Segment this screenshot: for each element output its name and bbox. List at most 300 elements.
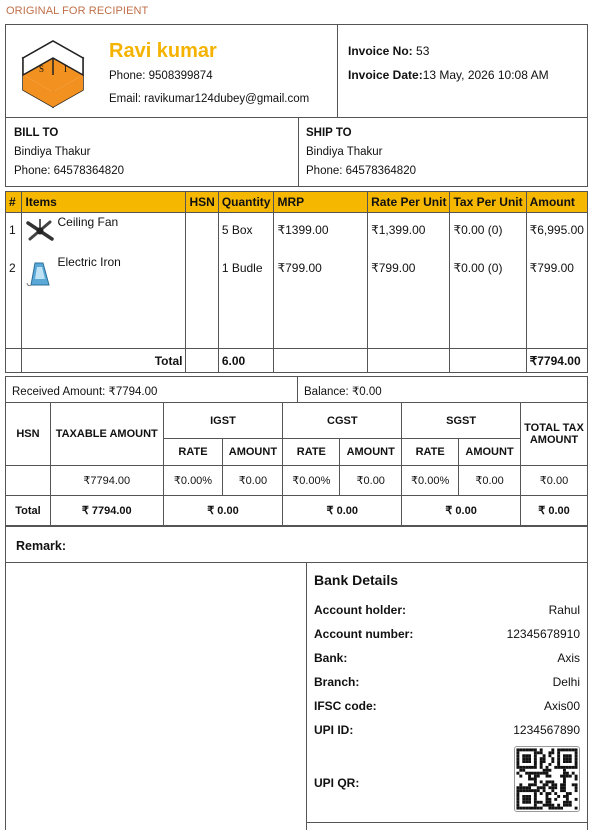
qr-module [554,807,557,810]
qr-module [540,786,543,789]
qr-module [522,760,525,763]
invoice-number-value: 53 [412,44,430,58]
qr-module [519,786,522,789]
qr-module [528,795,531,798]
qr-module [551,786,554,789]
qr-module [575,754,578,757]
table-row [6,213,588,253]
qr-module [572,772,575,775]
qr-module [548,804,551,807]
invoice-date-value: 13 May, 2026 10:08 AM [422,68,549,82]
qr-module [516,795,519,798]
electric-iron-icon [25,259,55,289]
bill-to-name: Bindiya Thakur [14,146,91,158]
qr-module [516,798,519,801]
qr-module [548,807,551,810]
qr-module [563,789,566,792]
amount-cell: ₹6,995.00 [526,213,587,253]
qr-module [563,783,566,786]
invoice-number [348,44,429,58]
qr-module [528,798,531,801]
cgst-amount-header: AMOUNT [340,439,402,466]
qr-module [522,801,525,804]
qr-module [531,783,534,786]
qr-module [566,760,569,763]
qr-module [528,760,531,763]
cgst-rate: ₹0.00% [283,466,340,496]
qr-module [519,783,522,786]
qr-module [563,748,566,751]
qr-module [569,804,572,807]
rate-cell: ₹1,399.00 [368,213,450,253]
qr-module [528,775,531,778]
upi-id-label: UPI ID: [314,723,354,737]
qr-module [563,757,566,760]
tax-col-taxable: TAXABLE AMOUNT [50,403,163,466]
qr-module [516,786,519,789]
seller-email: Email: ravikumar124dubey@gmail.com [109,93,310,105]
mrp-cell: ₹799.00 [274,253,368,349]
qr-module [546,775,549,778]
qr-module [540,801,543,804]
qr-module [566,772,569,775]
qr-module [516,751,519,754]
qr-module [548,769,551,772]
qr-module [551,780,554,783]
tax-total-igst: ₹ 0.00 [163,496,283,526]
qr-module [528,786,531,789]
qr-module [534,792,537,795]
bill-ship-divider [298,118,299,186]
qr-module [516,789,519,792]
qr-module [548,754,551,757]
header-divider [337,25,338,117]
sgst-amount: ₹0.00 [459,466,521,496]
qr-module [540,757,543,760]
qr-module [566,792,569,795]
tax-summary-table [5,402,588,526]
qr-module [551,804,554,807]
remark-label: Remark: [16,539,67,553]
account-holder-row [314,603,580,617]
qr-module [531,789,534,792]
qr-module [543,789,546,792]
col-header: # [6,192,22,213]
tax-total-label: Total [6,496,51,526]
branch-value: Delhi [552,675,580,689]
qr-module [563,760,566,763]
ship-to [306,124,416,181]
col-header: Amount [526,192,587,213]
ship-to-phone: Phone: 64578364820 [306,165,416,177]
qr-module [560,748,563,751]
bill-to [14,124,124,181]
qr-module [546,798,549,801]
qr-module [516,804,519,807]
qr-module [525,766,528,769]
qr-module [522,795,525,798]
qr-module [563,766,566,769]
qr-module [575,751,578,754]
tax-header-row [6,403,588,439]
qr-module [522,748,525,751]
total-amount: ₹7794.00 [526,349,587,373]
qr-module [516,772,519,775]
qr-module [563,795,566,798]
bank-bottom-line [306,822,587,823]
qr-module [534,801,537,804]
account-holder-value: Rahul [548,603,580,617]
qr-module [546,801,549,804]
qr-module [560,775,563,778]
col-header: Quantity [218,192,274,213]
account-number-label: Account number: [314,627,414,641]
qr-module [563,772,566,775]
qr-module [522,807,525,810]
account-holder-label: Account holder: [314,603,406,617]
qr-module [534,748,537,751]
qr-module [546,772,549,775]
qr-module [525,789,528,792]
qr-module [528,757,531,760]
qr-module [531,748,534,751]
qr-module [557,754,560,757]
invoice-date-label: Invoice Date: [348,68,423,82]
qr-module [534,778,537,781]
qr-module [519,769,522,772]
item-cell [22,213,186,253]
tax-hsn [6,466,51,496]
qr-module [575,798,578,801]
balance-amount: Balance: ₹0.00 [304,386,382,398]
seller-name: Ravi kumar [109,40,217,62]
qr-module [525,757,528,760]
qr-module [554,766,557,769]
item-name: Electric Iron [57,254,121,269]
bill-ship-section [5,117,588,187]
qr-module [551,748,554,751]
rate-cell: ₹799.00 [368,253,450,349]
qr-module [525,748,528,751]
qr-module [548,801,551,804]
company-logo [21,39,85,109]
qr-module [546,795,549,798]
account-number-value: 12345678910 [506,627,580,641]
tax-cell: ₹0.00 (0) [450,253,526,349]
qr-module [534,772,537,775]
qr-module [516,757,519,760]
qr-module [519,766,522,769]
qr-module [534,783,537,786]
qr-module [543,769,546,772]
items-total-row [6,349,588,373]
qr-module [528,772,531,775]
qr-module [534,754,537,757]
qr-module [534,807,537,810]
amount-cell: ₹799.00 [526,253,587,349]
qr-module [528,807,531,810]
invoice-header [5,24,588,118]
bank-name-row [314,651,580,665]
qr-module [519,789,522,792]
qr-module [563,801,566,804]
qr-module [575,786,578,789]
qr-module [566,795,569,798]
qr-module [560,783,563,786]
qr-module [534,789,537,792]
qr-module [575,783,578,786]
qr-module [566,801,569,804]
col-header: Items [22,192,186,213]
qr-module [522,757,525,760]
ifsc-label: IFSC code: [314,699,377,713]
table-row [6,253,588,349]
qr-module [575,748,578,751]
qr-module [540,748,543,751]
qr-module [519,807,522,810]
qr-module [537,786,540,789]
tax-col-sgst: SGST [402,403,521,439]
qr-module [537,789,540,792]
tax-col-hsn: HSN [6,403,51,466]
total-tax: ₹0.00 [521,466,588,496]
qr-module [516,807,519,810]
qr-module [516,748,519,751]
quantity-cell: 5 Box [218,213,274,253]
qr-module [557,760,560,763]
qr-module [569,748,572,751]
qr-module [537,807,540,810]
qr-module [548,763,551,766]
qr-module [557,795,560,798]
qr-module [534,760,537,763]
qr-module [548,751,551,754]
qr-module [560,786,563,789]
qr-module [548,780,551,783]
col-header: MRP [274,192,368,213]
qr-module [543,783,546,786]
tax-total-row [6,496,588,526]
qr-module [525,798,528,801]
qr-module [522,786,525,789]
hsn-cell [186,213,218,253]
qr-module [531,807,534,810]
sgst-rate: ₹0.00% [402,466,459,496]
qr-module [543,804,546,807]
qr-module [528,783,531,786]
ceiling-fan-icon [25,217,55,243]
qr-module [534,804,537,807]
logo-letter-s: S [39,64,45,74]
account-number-row [314,627,580,641]
qr-module [534,795,537,798]
qr-module [528,778,531,781]
qr-module [572,766,575,769]
logo-letter-i: I [64,64,67,74]
qr-module [546,804,549,807]
qr-module [566,757,569,760]
qr-module [525,760,528,763]
received-amount: Received Amount: ₹7794.00 [12,386,158,398]
bank-section [5,562,588,830]
qr-module [528,801,531,804]
qr-module [540,760,543,763]
qr-module [516,801,519,804]
qr-module [566,804,569,807]
received-balance-divider [297,377,298,402]
qr-module [522,769,525,772]
qr-module [557,804,560,807]
qr-module [560,766,563,769]
qr-module [531,778,534,781]
quantity-cell: 1 Budle [218,253,274,349]
qr-module [557,766,560,769]
qr-module [540,780,543,783]
qr-module [546,780,549,783]
hsn-cell [186,253,218,349]
qr-module [546,792,549,795]
col-header: Rate Per Unit [368,192,450,213]
branch-label: Branch: [314,675,360,689]
qr-module [557,807,560,810]
qr-module [563,769,566,772]
qr-module [525,754,528,757]
qr-module [525,772,528,775]
mrp-cell: ₹1399.00 [274,213,368,253]
qr-module [522,789,525,792]
qr-module [546,766,549,769]
qr-module [569,792,572,795]
qr-module [516,754,519,757]
qr-module [557,763,560,766]
sgst-amount-header: AMOUNT [459,439,521,466]
tax-total-cgst: ₹ 0.00 [283,496,402,526]
invoice-date [348,68,549,82]
qr-module [548,798,551,801]
igst-amount: ₹0.00 [223,466,283,496]
bank-details-title: Bank Details [314,572,399,588]
cgst-amount: ₹0.00 [340,466,402,496]
qr-module [575,763,578,766]
qr-module [563,780,566,783]
qr-module [522,798,525,801]
qr-module [569,757,572,760]
qr-module [534,757,537,760]
qr-module [546,783,549,786]
qr-module [528,754,531,757]
qr-module [543,754,546,757]
qr-module [525,786,528,789]
col-header: HSN [186,192,218,213]
igst-amount-header: AMOUNT [223,439,283,466]
qr-module [560,807,563,810]
qr-module [554,786,557,789]
qr-module [528,748,531,751]
qr-module [537,801,540,804]
item-cell [22,253,186,349]
qr-module [566,754,569,757]
qr-module [563,778,566,781]
items-table [5,191,588,373]
qr-module [528,766,531,769]
qr-module [551,789,554,792]
qr-module [566,748,569,751]
qr-module [566,798,569,801]
row-number: 2 [6,253,22,349]
qr-module [534,775,537,778]
upi-qr-label: UPI QR: [314,776,360,790]
upi-qr-code [514,746,580,812]
tax-data-row [6,466,588,496]
invoice-number-label: Invoice No: [348,44,413,58]
qr-module [548,786,551,789]
qr-module [569,754,572,757]
qr-module [534,798,537,801]
qr-module [540,766,543,769]
ship-to-name: Bindiya Thakur [306,146,383,158]
qr-module [563,775,566,778]
row-number: 1 [6,213,22,253]
col-header: Tax Per Unit [450,192,526,213]
qr-module [525,795,528,798]
qr-module [546,769,549,772]
qr-module [557,757,560,760]
bank-name-value: Axis [557,651,580,665]
qr-module [569,760,572,763]
qr-module [525,801,528,804]
qr-module [551,751,554,754]
qr-module [522,766,525,769]
igst-rate: ₹0.00% [163,466,223,496]
tax-col-igst: IGST [163,403,283,439]
qr-module [525,807,528,810]
qr-module [563,804,566,807]
qr-module [537,772,540,775]
qr-module [540,763,543,766]
qr-module [543,786,546,789]
qr-module [554,783,557,786]
qr-module [560,789,563,792]
upi-id-row [314,723,580,737]
qr-module [551,807,554,810]
qr-module [563,786,566,789]
tax-taxable: ₹7794.00 [50,466,163,496]
qr-module [519,748,522,751]
qr-module [540,807,543,810]
qr-module [540,751,543,754]
qr-module [543,772,546,775]
qr-module [554,798,557,801]
qr-module [551,783,554,786]
qr-module [575,775,578,778]
qr-module [537,751,540,754]
igst-rate-header: RATE [163,439,223,466]
qr-module [516,792,519,795]
qr-module [575,778,578,781]
tax-total-total: ₹ 0.00 [521,496,588,526]
qr-module [563,754,566,757]
remark-section [5,526,588,563]
qr-module [540,792,543,795]
qr-module [522,754,525,757]
qr-module [543,757,546,760]
item-name: Ceiling Fan [57,215,119,229]
qr-module [575,766,578,769]
bill-to-title: BILL TO [14,127,59,139]
qr-module [537,775,540,778]
qr-module [566,775,569,778]
total-label: Total [22,349,186,373]
